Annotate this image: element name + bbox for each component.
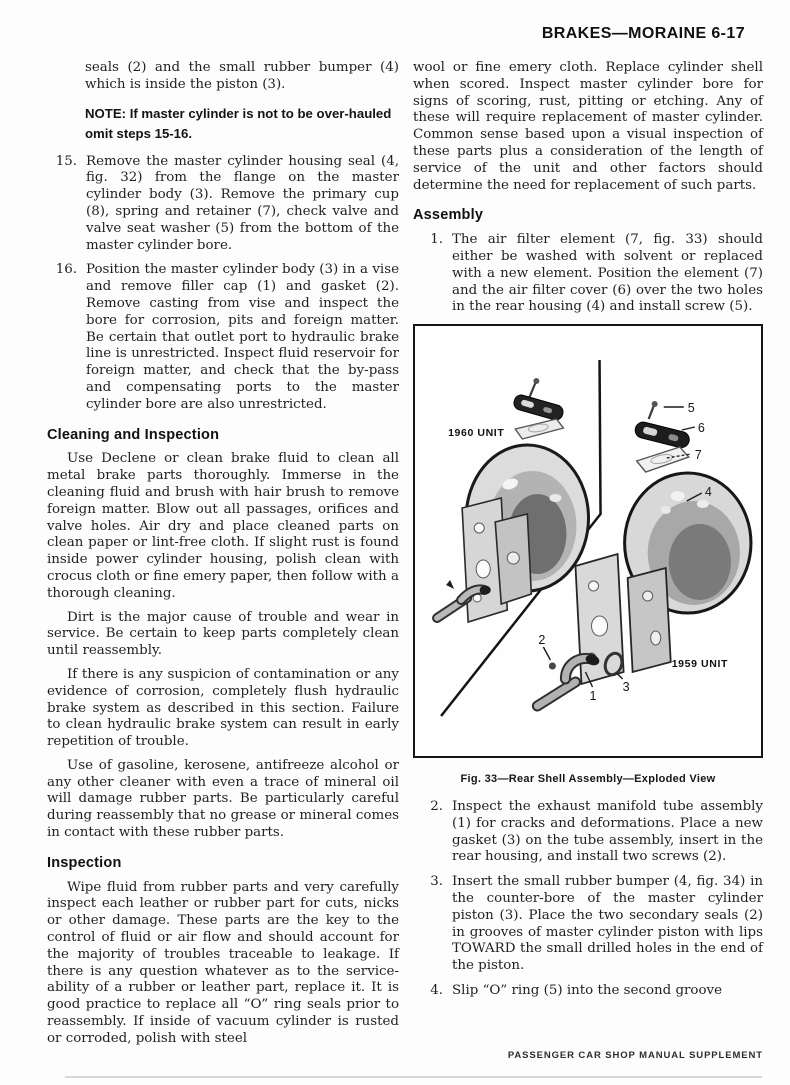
callout-2: 2: [538, 633, 546, 648]
step-15: [47, 154, 399, 255]
arrow-icon: [446, 580, 454, 589]
step-number: 3.: [430, 874, 443, 890]
bottom-rule: [65, 1076, 762, 1078]
intro-paragraph: seals (2) and the small rubber bumper (4) which is inside the piston (3).: [85, 60, 399, 92]
step-text: Insert the small rubber bumper (4, fig. 34) in the counter-bore of the master cylinder piston (3). Place the two secondary seals (2) in grooves of master cylinder piston with lips TOWARD the small drilled holes in the end of the piston.: [452, 874, 763, 974]
heading-inspection: Inspection: [47, 854, 122, 871]
step-number: 15.: [55, 153, 77, 169]
screw-part-1960: [528, 378, 539, 400]
assembly-step-1: [413, 232, 763, 316]
callout-7: 7: [694, 448, 702, 463]
assembly-step-3: [413, 874, 763, 975]
heading-cleaning-and-inspection: Cleaning and Inspection: [47, 426, 220, 443]
left-column: [47, 60, 399, 1055]
callout-6: 6: [697, 421, 705, 436]
callout-6-leader: [682, 427, 695, 430]
continuation-paragraph: wool or fine emery cloth. Replace cylinder shell when scored. Inspect master cylinder bore for signs of scoring, rust, pitting or etching. Any of these will require replacement of master cylinder. Common sense based upon a visual inspection of these parts plus a consideration of the length of service of the unit and other factors should determine the need for replacement of such parts.: [413, 60, 763, 193]
figure-33-drawing: [415, 326, 761, 756]
figure-33: [413, 324, 763, 758]
air-filter-element-1960: [515, 419, 563, 439]
callout-5: 5: [687, 401, 695, 416]
mounting-brackets-1960: [462, 498, 531, 622]
page-header: BRAKES—MORAINE 6-17: [541, 25, 745, 42]
step-number: 1.: [430, 232, 443, 248]
figure-label-1959: 1959 UNIT: [671, 658, 729, 671]
assembly-step-4: [413, 983, 763, 1000]
heading-assembly: Assembly: [413, 207, 484, 224]
step-16: [47, 262, 399, 413]
inspection-paragraph: Wipe fluid from rubber parts and very carefully inspect each leather or rubber part for cuts, nicks or other damage. These parts are the key to the control of fluid or air flow and should account for the majority of troubles traceable to leakage. If there is any question whatever as to the service-ability of a rubber or leather part, replace it. It is good practice to replace all “O” ring seals prior to reassembly. If inside of vacuum cylinder is rusted or corroded, polish with steel: [47, 879, 399, 1046]
cleaning-paragraph: Dirt is the major cause of trouble and wear in service. Be certain to keep parts completely clean until reassembly.: [47, 609, 399, 659]
tube-screw-1959: [549, 663, 556, 670]
step-text: Slip “O” ring (5) into the second groove: [452, 982, 723, 998]
figure-label-1960: 1960 UNIT: [448, 427, 505, 440]
figure-1960-unit: [437, 378, 588, 622]
page-footer: PASSENGER CAR SHOP MANUAL SUPPLEMENT: [507, 1050, 763, 1061]
cleaning-paragraph: Use of gasoline, kerosene, antifreeze alcohol or any other cleaner with even a trace of mineral oil will damage rubber parts. Be particularly careful during reassembly that no grease or mineral comes in contact with these rubber parts.: [47, 757, 399, 841]
step-number: 2.: [430, 798, 443, 814]
air-filter-cover-1960: [512, 394, 564, 422]
assembly-step-2: [413, 799, 763, 866]
callout-1: 1: [589, 689, 597, 704]
air-filter-cover-1959: [634, 421, 691, 450]
right-column: [413, 60, 763, 1008]
step-text: The air filter element (7, fig. 33) should either be washed with solvent or replaced with a new element. Position the element (7) and the air filter cover (6) over the two holes in the rear housing (4) and install screw (5).: [452, 232, 763, 315]
callout-2-leader: [543, 647, 550, 660]
step-number: 4.: [430, 982, 443, 998]
callout-3: 3: [622, 680, 630, 695]
callout-4: 4: [704, 485, 712, 500]
cleaning-paragraph: If there is any suspicion of contamination or any evidence of corrosion, completely flush hydraulic brake system as described in this section. Failure to clean hydraulic brake system can result in early repetition of trouble.: [47, 666, 399, 750]
note-paragraph: NOTE: If master cylinder is not to be over-hauled omit steps 15-16.: [85, 105, 392, 141]
cleaning-paragraph: Use Declene or clean brake fluid to clean all metal brake parts thoroughly. Immerse in the cleaning fluid and brush with hair brush to remove foreign matter. Blow out all passages, orifices and valve holes. Air dry and place cleaned parts on clean paper or lint-free cloth. If slight rust is found inside power cylinder housing, polish clean with crocus cloth or fine emery paper, then follow with a thorough cleaning.: [47, 451, 399, 601]
step-text: Remove the master cylinder housing seal (4, fig. 32) from the flange on the master cylinder body (3). Remove the primary cup (8), spring and retainer (7), check valve and valve seat washer (5) from the bottom of the master cylinder bore.: [86, 153, 399, 253]
step-number: 16.: [55, 262, 77, 278]
air-filter-element-1959: [637, 447, 689, 472]
screw-part-1959: [649, 401, 658, 419]
figure-33-caption: Fig. 33—Rear Shell Assembly—Exploded View: [460, 773, 716, 786]
step-text: Position the master cylinder body (3) in a vise and remove filler cap (1) and gasket (2). Remove casting from vise and inspect the bore for corrosion, pits and foreign matter. Be certain that outlet port to hydraulic brake line is unrestricted. Inspect fluid reservoir for foreign matter, and check that the by-pass and compensating ports to the master cylinder bore are also unrestricted.: [86, 262, 399, 412]
step-text: Inspect the exhaust manifold tube assembly (1) for cracks and deformations. Place a new gasket (3) on the tube assembly, insert in the rear housing, and install two screws (2).: [452, 798, 763, 865]
